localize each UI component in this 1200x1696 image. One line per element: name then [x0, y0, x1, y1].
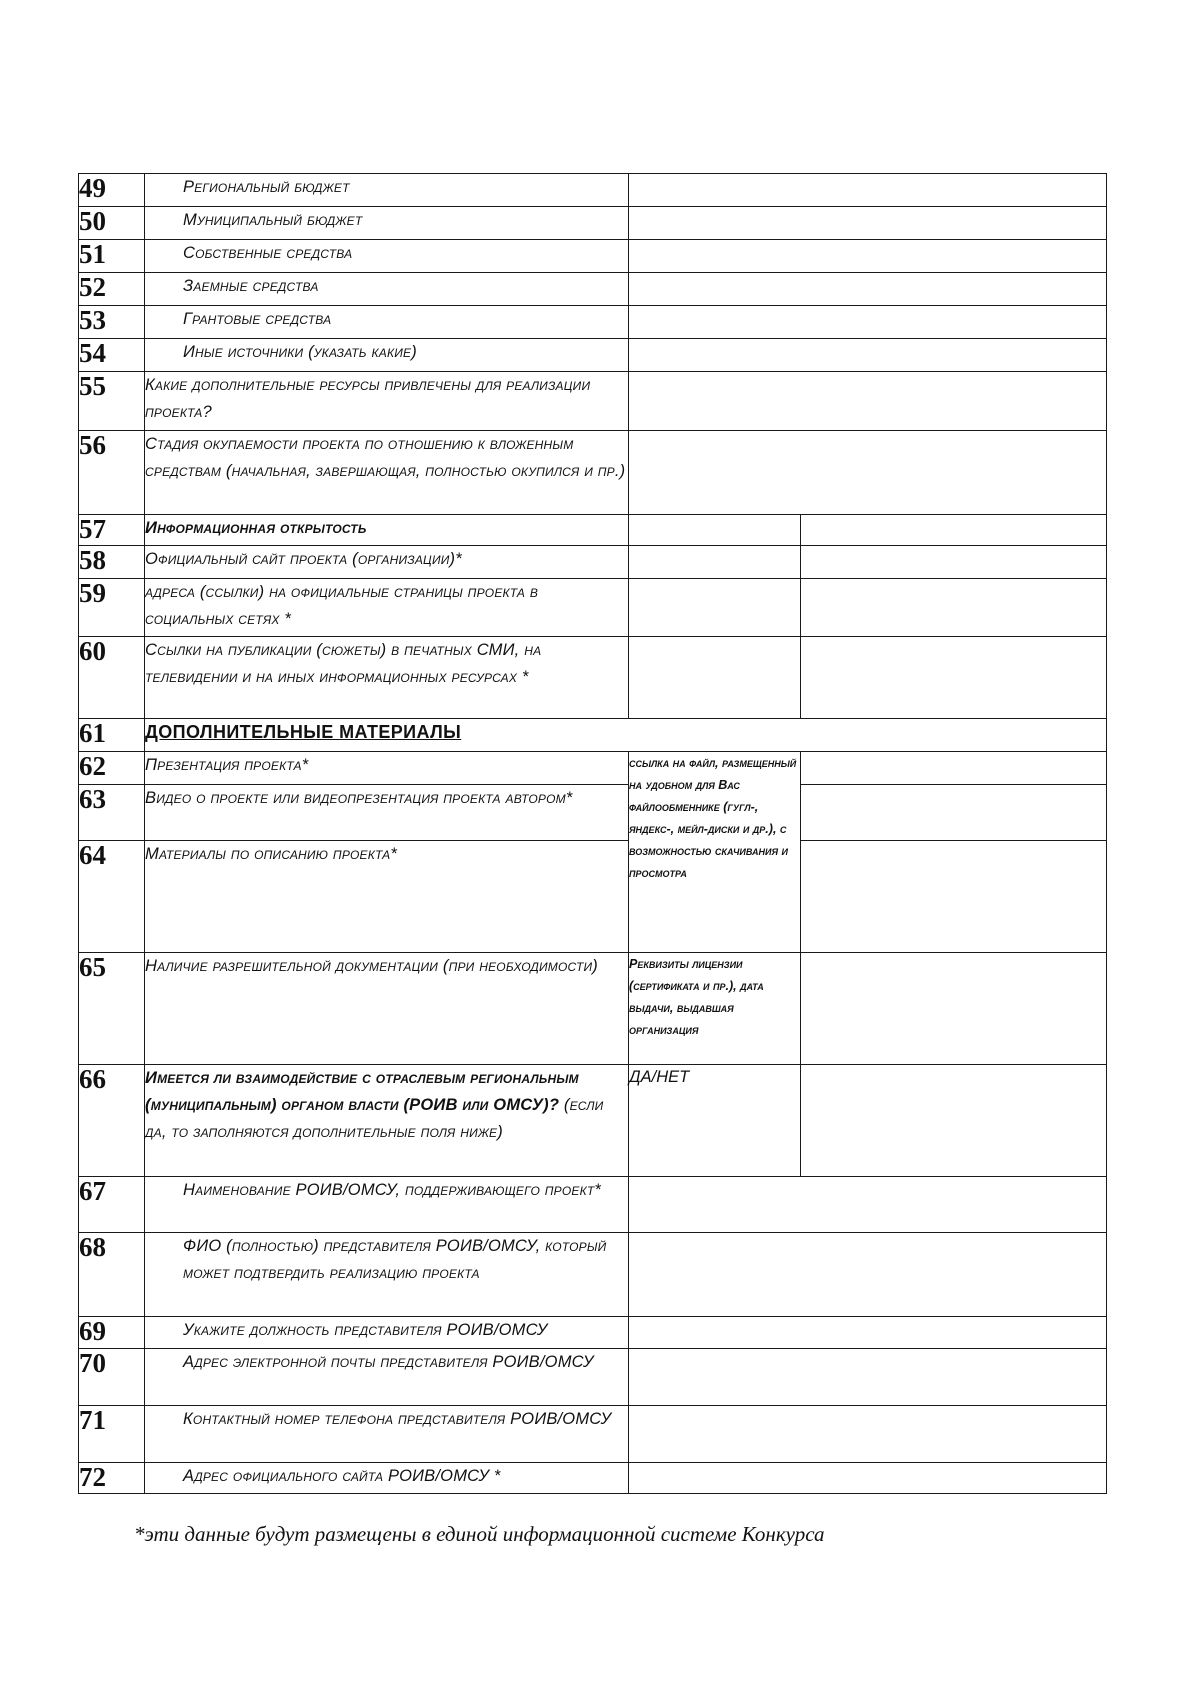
row-label: Собственные средства — [145, 240, 629, 273]
row-number: 59 — [79, 579, 145, 637]
table-row — [79, 515, 1107, 546]
value-cell[interactable] — [629, 339, 1107, 372]
row-label: Региональный бюджет — [145, 174, 629, 207]
row-number: 61 — [79, 719, 145, 752]
row-number: 51 — [79, 240, 145, 273]
row-label: адреса (ссылки) на официальные страницы проекта в социальных сетях * — [145, 579, 629, 637]
row-label: Заемные средства — [145, 273, 629, 306]
value-cell[interactable] — [629, 372, 1107, 431]
row-label: Ссылки на публикации (сюжеты) в печатных СМИ, на телевидении и на иных информационных ресурсах * — [145, 637, 629, 719]
table-row — [79, 1177, 1107, 1233]
table-row — [79, 372, 1107, 431]
license-hint: Реквизиты лицензии (сертификата и пр.), дата выдачи, выдавшая организация — [629, 953, 801, 1065]
value-cell[interactable] — [801, 637, 1107, 719]
table-row — [79, 174, 1107, 207]
row-number: 60 — [79, 637, 145, 719]
row-label: Информационная открытость — [145, 515, 629, 546]
row-label: Контактный номер телефона представителя РОИВ/ОМСУ — [145, 1406, 629, 1463]
value-cell[interactable] — [629, 1317, 1107, 1349]
file-link-hint: ссылка на файл, размещенный на удобном для Вас файлообменнике (гугл-, яндекс-, мейл-диски и др.), с возможностью скачивания и просмотра — [629, 752, 801, 953]
table-row — [79, 1463, 1107, 1494]
row-label: Наличие разрешительной документации (при необходимости) — [145, 953, 629, 1065]
value-cell[interactable] — [629, 174, 1107, 207]
row-number: 65 — [79, 953, 145, 1065]
table-row — [79, 719, 1107, 752]
table-row — [79, 1406, 1107, 1463]
row-label: Наименование РОИВ/ОМСУ, поддерживающего проект* — [145, 1177, 629, 1233]
question-note: (если да, то заполняются дополнительные поля ниже) — [145, 1096, 604, 1141]
row-label: ФИО (полностью) представителя РОИВ/ОМСУ, который может подтвердить реализацию проекта — [145, 1233, 629, 1317]
row-label: Стадия окупаемости проекта по отношению к вложенным средствам (начальная, завершающая, полностью окупился и пр.) — [145, 431, 629, 515]
row-label: Материалы по описанию проекта* — [145, 841, 629, 953]
row-label: Видео о проекте или видеопрезентация проекта автором* — [145, 785, 629, 841]
value-cell[interactable] — [801, 953, 1107, 1065]
table-row — [79, 431, 1107, 515]
value-cell[interactable] — [629, 546, 801, 579]
value-cell[interactable] — [629, 515, 801, 546]
value-cell[interactable] — [801, 752, 1107, 785]
row-number: 49 — [79, 174, 145, 207]
row-label — [145, 1065, 629, 1177]
yes-no-hint: ДА/НЕТ — [629, 1065, 801, 1177]
value-cell[interactable] — [629, 240, 1107, 273]
value-cell[interactable] — [629, 1406, 1107, 1463]
row-number: 64 — [79, 841, 145, 953]
table-row — [79, 841, 1107, 953]
value-cell[interactable] — [629, 207, 1107, 240]
value-cell[interactable] — [629, 637, 801, 719]
table-row — [79, 752, 1107, 785]
row-number: 69 — [79, 1317, 145, 1349]
application-form-table — [78, 173, 1107, 1494]
table-row — [79, 1349, 1107, 1406]
row-number: 56 — [79, 431, 145, 515]
value-cell[interactable] — [629, 1233, 1107, 1317]
row-number: 67 — [79, 1177, 145, 1233]
row-label: Презентация проекта* — [145, 752, 629, 785]
row-number: 50 — [79, 207, 145, 240]
value-cell[interactable] — [801, 546, 1107, 579]
row-label: Грантовые средства — [145, 306, 629, 339]
table-row — [79, 953, 1107, 1065]
row-label: Адрес электронной почты представителя РОИВ/ОМСУ — [145, 1349, 629, 1406]
row-number: 62 — [79, 752, 145, 785]
row-label: Официальный сайт проекта (организации)* — [145, 546, 629, 579]
value-cell[interactable] — [629, 273, 1107, 306]
value-cell[interactable] — [629, 1349, 1107, 1406]
footnote: *эти данные будут размещены в единой информационной системе Конкурса — [134, 1522, 825, 1546]
table-row — [79, 1317, 1107, 1349]
row-label: Адрес официального сайта РОИВ/ОМСУ * — [145, 1463, 629, 1494]
row-label: Какие дополнительные ресурсы привлечены для реализации проекта? — [145, 372, 629, 431]
row-number: 68 — [79, 1233, 145, 1317]
section-heading — [145, 719, 1107, 752]
value-cell[interactable] — [801, 515, 1107, 546]
table-row — [79, 1233, 1107, 1317]
value-cell[interactable] — [629, 431, 1107, 515]
row-label: Укажите должность представителя РОИВ/ОМСУ — [145, 1317, 629, 1349]
row-number: 72 — [79, 1463, 145, 1494]
row-number: 71 — [79, 1406, 145, 1463]
row-number: 57 — [79, 515, 145, 546]
row-number: 52 — [79, 273, 145, 306]
question-text: Имеется ли взаимодействие с отраслевым региональным (муниципальным) органом власти (РОИВ или ОМСУ)? — [145, 1069, 579, 1114]
row-number: 58 — [79, 546, 145, 579]
value-cell[interactable] — [629, 1177, 1107, 1233]
value-cell[interactable] — [629, 1463, 1107, 1494]
table-row — [79, 240, 1107, 273]
value-cell[interactable] — [801, 579, 1107, 637]
row-number: 66 — [79, 1065, 145, 1177]
section-heading-text: ДОПОЛНИТЕЛЬНЫЕ МАТЕРИАЛЫ — [145, 722, 462, 742]
table-row — [79, 306, 1107, 339]
table-row — [79, 546, 1107, 579]
table-row — [79, 785, 1107, 841]
value-cell[interactable] — [629, 306, 1107, 339]
value-cell[interactable] — [801, 785, 1107, 841]
row-number: 63 — [79, 785, 145, 841]
table-row — [79, 579, 1107, 637]
value-cell[interactable] — [629, 579, 801, 637]
table-row — [79, 637, 1107, 719]
table-row — [79, 1065, 1107, 1177]
value-cell[interactable] — [801, 841, 1107, 953]
row-label: Муниципальный бюджет — [145, 207, 629, 240]
table-row — [79, 207, 1107, 240]
value-cell[interactable] — [801, 1065, 1107, 1177]
row-number: 54 — [79, 339, 145, 372]
row-number: 70 — [79, 1349, 145, 1406]
row-number: 53 — [79, 306, 145, 339]
row-label: Иные источники (указать какие) — [145, 339, 629, 372]
table-row — [79, 339, 1107, 372]
row-number: 55 — [79, 372, 145, 431]
table-row — [79, 273, 1107, 306]
